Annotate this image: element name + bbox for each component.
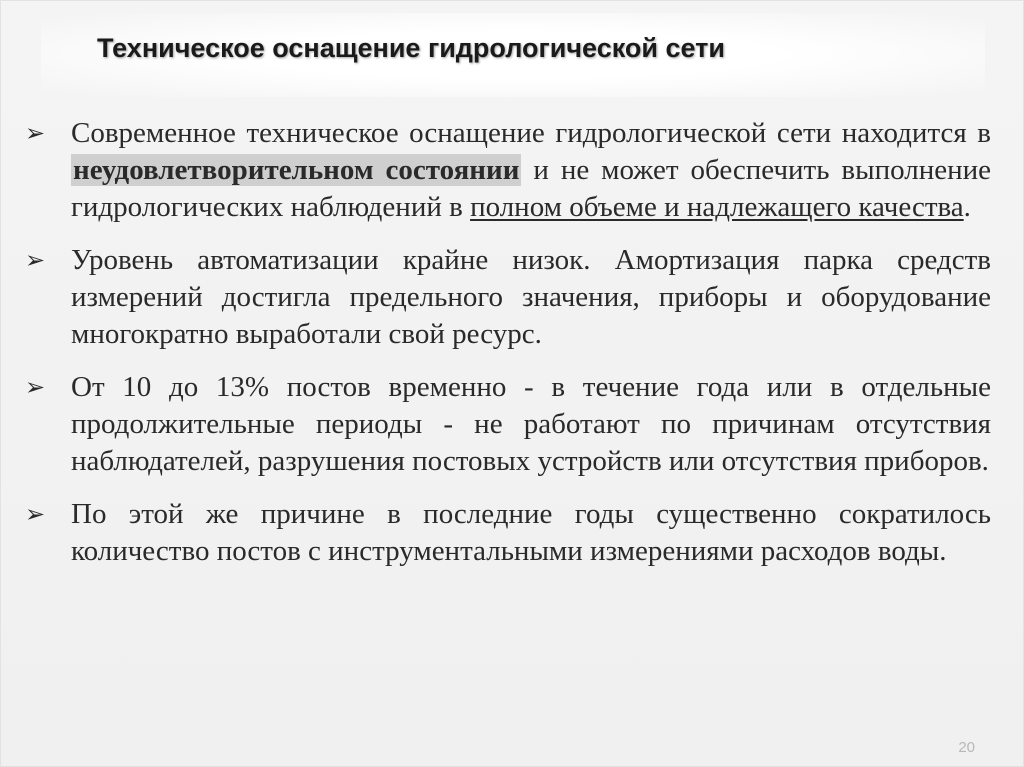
- bullet-text: По этой же причине в последние годы существенно сократилось количество постов с инструментальными измерениями расходов воды.: [71, 498, 991, 567]
- bullet-text: .: [963, 191, 971, 223]
- bullet-text: Современное техническое оснащение гидрологической сети находится в: [71, 117, 991, 149]
- page-number: 20: [958, 739, 975, 756]
- bullet-item: [25, 496, 991, 570]
- bullet-item: [25, 115, 991, 226]
- arrow-bullet-icon: ➢: [25, 373, 46, 401]
- arrow-bullet-icon: ➢: [25, 500, 46, 528]
- bullet-list: [25, 115, 991, 586]
- bullet-item: [25, 369, 991, 480]
- arrow-bullet-icon: ➢: [25, 246, 46, 274]
- bullet-text: и не может обеспечить выполнение гидрологических наблюдений в: [71, 154, 991, 223]
- underlined-text: полном объеме и надлежащего качества: [470, 191, 964, 223]
- arrow-bullet-icon: ➢: [25, 119, 46, 147]
- slide-title: Техническое оснащение гидрологической сети: [97, 33, 725, 63]
- bullet-text: Уровень автоматизации крайне низок. Амортизация парка средств измерений достигла предельного значения, приборы и оборудование многократно выработали свой ресурс.: [71, 244, 991, 350]
- bullet-text: От 10 до 13% постов временно - в течение года или в отдельные продолжительные периоды - не работают по причинам отсутствия наблюдателей, разрушения постовых устройств или отсутствия приборов.: [71, 371, 991, 477]
- highlighted-text: неудовлетворительном состоянии: [73, 154, 520, 186]
- bullet-item: [25, 242, 991, 353]
